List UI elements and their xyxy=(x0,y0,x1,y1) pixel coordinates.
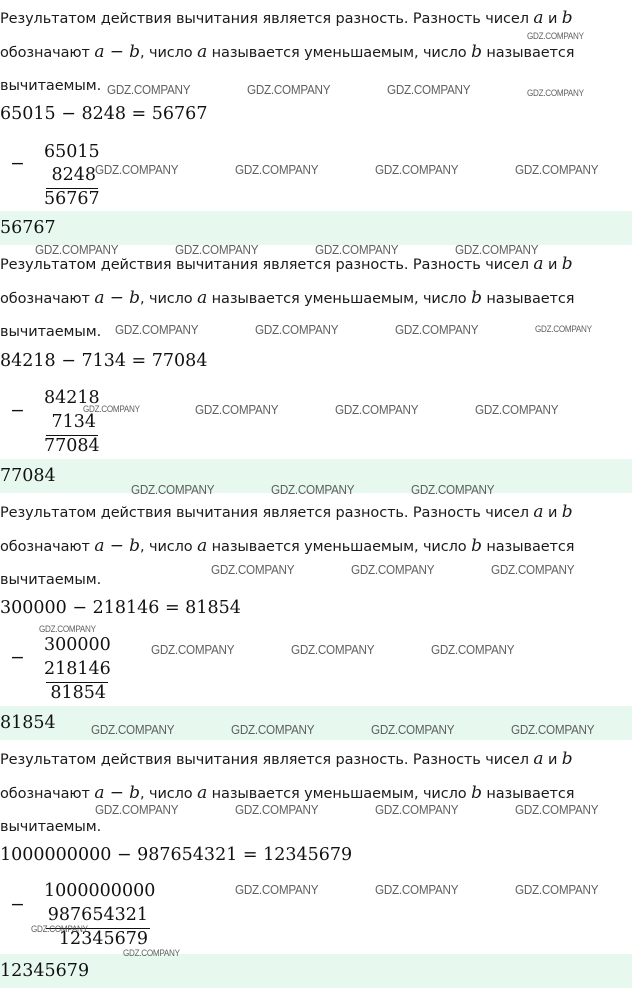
watermark: GDZ.COMPANY xyxy=(211,562,295,577)
watermark: GDZ.COMPANY xyxy=(291,642,375,657)
watermark: GDZ.COMPANY xyxy=(83,404,140,414)
minus-sign: − xyxy=(10,895,25,915)
watermark: GDZ.COMPANY xyxy=(375,882,459,897)
watermark: GDZ.COMPANY xyxy=(527,88,584,98)
watermark: GDZ.COMPANY xyxy=(411,482,495,497)
watermark: GDZ.COMPANY xyxy=(387,82,471,97)
subtrahend: 7134 xyxy=(51,412,96,432)
answer-bar: 56767 xyxy=(0,211,632,245)
watermark: GDZ.COMPANY xyxy=(231,722,315,737)
watermark: GDZ.COMPANY xyxy=(115,322,199,337)
minus-sign: − xyxy=(10,648,25,668)
watermark: GDZ.COMPANY xyxy=(195,402,279,417)
answer-bar: 77084 xyxy=(0,459,632,493)
minus-sign: − xyxy=(10,154,25,174)
watermark: GDZ.COMPANY xyxy=(375,162,459,177)
watermark: GDZ.COMPANY xyxy=(431,642,515,657)
answer-bar: 12345679 xyxy=(0,954,632,988)
answer-bar: 81854 xyxy=(0,706,632,740)
watermark: GDZ.COMPANY xyxy=(247,82,331,97)
subtrahend: 218146 xyxy=(44,659,111,679)
watermark: GDZ.COMPANY xyxy=(475,402,559,417)
watermark: GDZ.COMPANY xyxy=(315,242,399,257)
subtrahend: 987654321 xyxy=(47,905,148,925)
watermark: GDZ.COMPANY xyxy=(535,324,592,334)
watermark: GDZ.COMPANY xyxy=(107,82,191,97)
subtrahend: 8248 xyxy=(51,165,96,185)
watermark: GDZ.COMPANY xyxy=(123,948,180,958)
minuend: 1000000000 xyxy=(44,881,156,901)
equation: 84218 − 7134 = 77084 xyxy=(0,351,208,371)
difference: 56767 xyxy=(44,189,100,209)
watermark: GDZ.COMPANY xyxy=(31,924,88,934)
watermark: GDZ.COMPANY xyxy=(175,242,259,257)
watermark: GDZ.COMPANY xyxy=(351,562,435,577)
watermark: GDZ.COMPANY xyxy=(39,624,96,634)
equation: 1000000000 − 987654321 = 12345679 xyxy=(0,845,353,865)
watermark: GDZ.COMPANY xyxy=(271,482,355,497)
minuend: 300000 xyxy=(44,635,111,655)
watermark: GDZ.COMPANY xyxy=(375,802,459,817)
watermark: GDZ.COMPANY xyxy=(491,562,575,577)
watermark: GDZ.COMPANY xyxy=(35,242,119,257)
watermark: GDZ.COMPANY xyxy=(527,31,584,41)
difference: 77084 xyxy=(44,436,100,456)
equation: 300000 − 218146 = 81854 xyxy=(0,598,241,618)
watermark: GDZ.COMPANY xyxy=(131,482,215,497)
minuend: 84218 xyxy=(44,388,100,408)
definition-text: Результатом действия вычитания является разность. Разность чисел a и b обозначают a − b, число a называется уменьшаемым, число b называется вычитаемым. xyxy=(0,502,575,588)
watermark: GDZ.COMPANY xyxy=(455,242,539,257)
watermark: GDZ.COMPANY xyxy=(95,802,179,817)
watermark: GDZ.COMPANY xyxy=(371,722,455,737)
watermark: GDZ.COMPANY xyxy=(335,402,419,417)
difference: 81854 xyxy=(50,683,106,703)
watermark: GDZ.COMPANY xyxy=(235,802,319,817)
difference: 12345679 xyxy=(58,929,148,949)
definition-text: Результатом действия вычитания является разность. Разность чисел a и b обозначают a − b, число a называется уменьшаемым, число b называется вычитаемым. xyxy=(0,8,575,94)
watermark: GDZ.COMPANY xyxy=(235,882,319,897)
watermark: GDZ.COMPANY xyxy=(395,322,479,337)
definition-text: Результатом действия вычитания является разность. Разность чисел a и b обозначают a − b, число a называется уменьшаемым, число b называется вычитаемым. xyxy=(0,749,575,835)
watermark: GDZ.COMPANY xyxy=(255,322,339,337)
watermark: GDZ.COMPANY xyxy=(515,802,599,817)
watermark: GDZ.COMPANY xyxy=(91,722,175,737)
watermark: GDZ.COMPANY xyxy=(95,162,179,177)
watermark: GDZ.COMPANY xyxy=(511,722,595,737)
watermark: GDZ.COMPANY xyxy=(515,882,599,897)
minuend: 65015 xyxy=(44,142,100,162)
minus-sign: − xyxy=(10,401,25,421)
watermark: GDZ.COMPANY xyxy=(515,162,599,177)
definition-text: Результатом действия вычитания является разность. Разность чисел a и b обозначают a − b, число a называется уменьшаемым, число b называется вычитаемым. xyxy=(0,254,575,340)
watermark: GDZ.COMPANY xyxy=(151,642,235,657)
watermark: GDZ.COMPANY xyxy=(235,162,319,177)
equation: 65015 − 8248 = 56767 xyxy=(0,104,208,124)
